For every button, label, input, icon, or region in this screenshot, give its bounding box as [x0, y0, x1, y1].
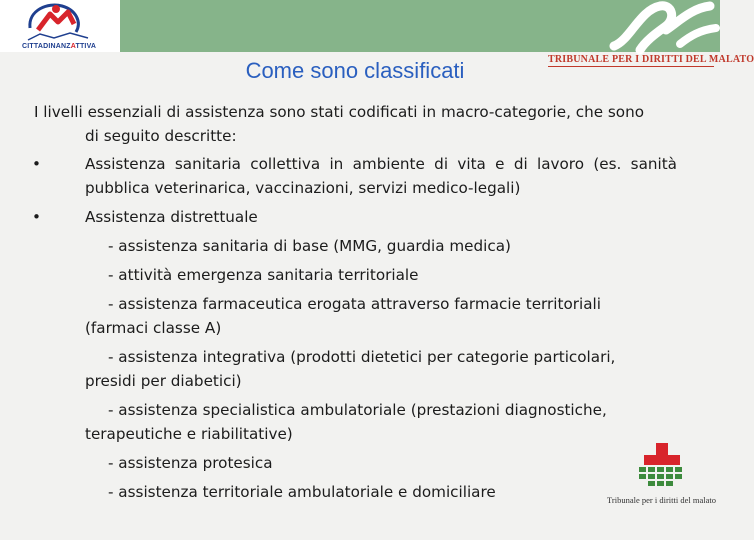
- intro-line: di seguito descritte:: [85, 127, 237, 145]
- tdm-cross-logo: [637, 443, 687, 491]
- intro-line: I livelli essenziali di assistenza sono stati codificati in macro-categorie, che sono: [34, 103, 645, 121]
- bullet-text: Assistenza distrettuale: [85, 208, 258, 226]
- list-item: - assistenza specialistica ambulatoriale (prestazioni diagnostiche,: [108, 401, 607, 419]
- page-title: Come sono classificati: [245, 58, 465, 83]
- bullet-symbol: •: [32, 208, 41, 226]
- list-item: (farmaci classe A): [85, 319, 222, 337]
- cittadinanzattiva-wordmark: CITTADINANZATTIVA: [22, 43, 97, 50]
- bullet-symbol: •: [32, 155, 41, 173]
- list-item: - assistenza sanitaria di base (MMG, guardia medica): [108, 237, 511, 255]
- list-item: - attività emergenza sanitaria territoriale: [108, 266, 419, 284]
- tdm-logo-caption: Tribunale per i diritti del malato: [607, 495, 716, 505]
- list-item: - assistenza territoriale ambulatoriale e domiciliare: [108, 483, 496, 501]
- bullet-text: Assistenza sanitaria collettiva in ambiente di vita e di lavoro (es. sanità: [85, 155, 677, 173]
- list-item: - assistenza protesica: [108, 454, 273, 472]
- list-item: presidi per diabetici): [85, 372, 242, 390]
- list-item: - assistenza integrativa (prodotti dietetici per categorie particolari,: [108, 348, 616, 366]
- bullet-text: pubblica veterinarica, vaccinazioni, servizi medico-legali): [85, 179, 521, 197]
- list-item: terapeutiche e riabilitative): [85, 425, 293, 443]
- tdm-banner-text: TRIBUNALE PER I DIRITTI DEL MALATO: [548, 54, 754, 65]
- list-item: - assistenza farmaceutica erogata attraverso farmacie territoriali: [108, 295, 601, 313]
- tdm-brush-mark: [600, 0, 720, 52]
